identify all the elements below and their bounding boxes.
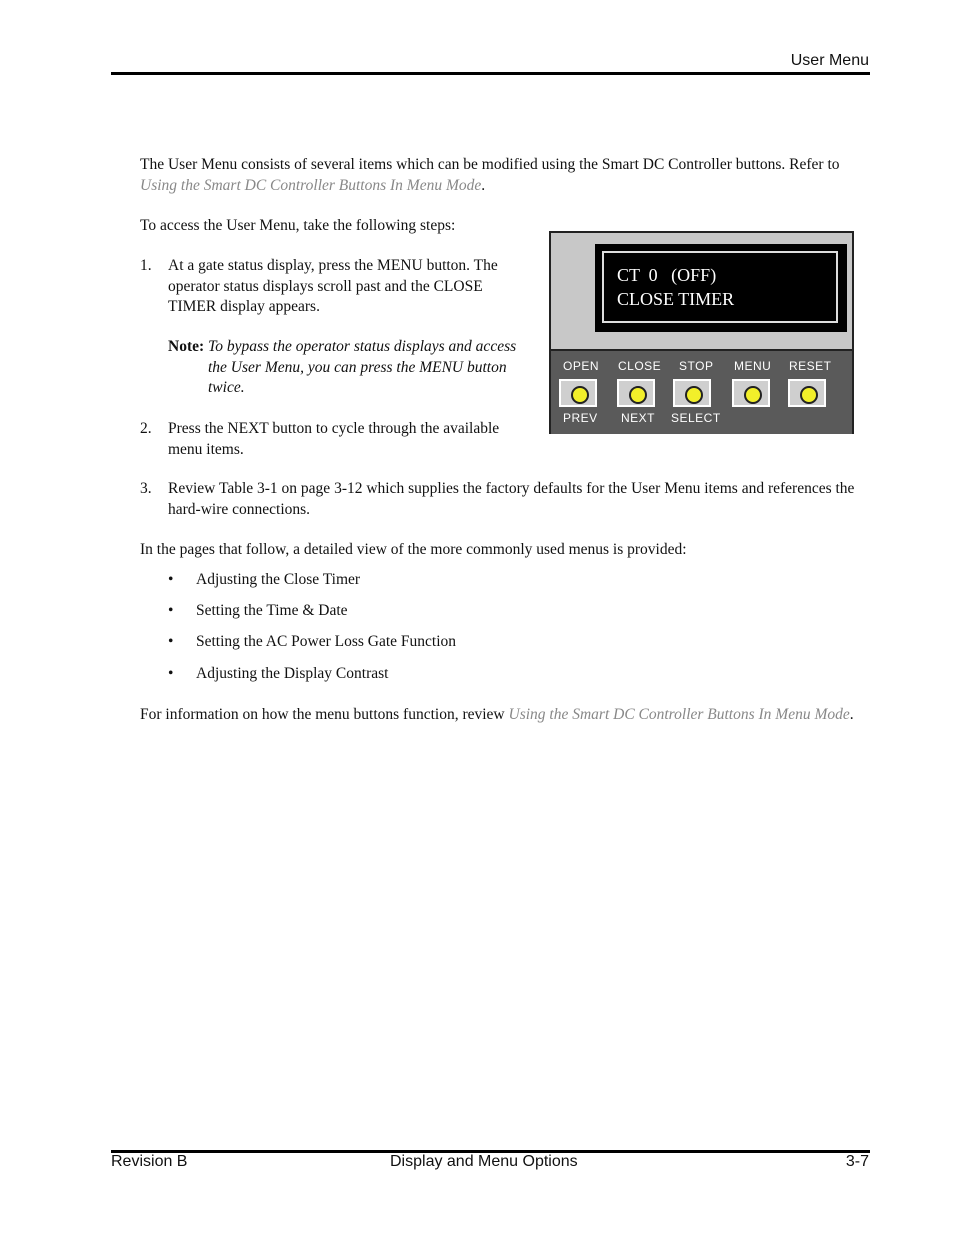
button-panel: [551, 349, 852, 434]
next-label: NEXT: [621, 411, 656, 425]
bullet-item: Adjusting the Close Timer: [196, 571, 361, 588]
open-label: OPEN: [563, 359, 600, 373]
close-button[interactable]: [617, 379, 655, 407]
bullet-item: Setting the AC Power Loss Gate Function: [196, 633, 457, 650]
header-rule: [111, 72, 870, 75]
open-led-icon: [571, 386, 589, 404]
step-number: 1.: [140, 257, 152, 274]
intro-text: The User Menu consists of several items which can be modified using the Smart DC Controller buttons. Refer to: [140, 156, 840, 173]
access-paragraph: To access the User Menu, take the following steps:: [140, 217, 456, 234]
footer-section-title: Display and Menu Options: [390, 1153, 578, 1170]
select-label: SELECT: [671, 411, 721, 425]
prev-label: PREV: [563, 411, 598, 425]
close-led-icon: [629, 386, 647, 404]
footer-page-number: 3-7: [845, 1153, 869, 1170]
bullet-item: Adjusting the Display Contrast: [196, 665, 389, 682]
page-header-title: User Menu: [790, 52, 869, 69]
bullet-marker: •: [168, 571, 174, 588]
lcd-line-1: CT 0 (OFF): [617, 265, 717, 285]
info-text: For information on how the menu buttons function, review: [140, 706, 509, 723]
stop-button[interactable]: [673, 379, 711, 407]
info-paragraph: [140, 705, 860, 726]
step-text: At a gate status display, press the MENU button. The operator status displays scroll past and the CLOSE TIMER display appears.: [168, 257, 498, 315]
bullet-marker: •: [168, 633, 174, 650]
note-label: Note:: [168, 338, 205, 355]
stop-label: STOP: [679, 359, 714, 373]
note-text: To bypass the operator status displays and access the User Menu, you can press the MENU button twice.: [208, 338, 517, 396]
info-end: .: [849, 706, 854, 723]
close-label: CLOSE: [618, 359, 662, 373]
lcd-screen: [602, 251, 838, 323]
reset-led-icon: [800, 386, 818, 404]
bullet-marker: •: [168, 602, 174, 619]
open-button[interactable]: [559, 379, 597, 407]
intro-paragraph: [140, 155, 870, 196]
menu-led-icon: [744, 386, 762, 404]
reset-button[interactable]: [788, 379, 826, 407]
pages-paragraph: In the pages that follow, a detailed view of the more commonly used menus is provided:: [140, 541, 687, 558]
intro-end: .: [481, 176, 486, 194]
footer-revision: Revision B: [111, 1153, 188, 1170]
intro-link[interactable]: Using the Smart DC Controller Buttons In Menu Mode: [140, 176, 482, 194]
controller-figure: [549, 231, 854, 434]
step-text: Review Table 3-1 on page 3-12 which supplies the factory defaults for the User Menu items and references the hard-wire connections.: [168, 480, 855, 518]
step-number: 3.: [140, 480, 152, 497]
step-number: 2.: [140, 420, 152, 437]
bullet-marker: •: [168, 665, 174, 682]
info-link[interactable]: Using the Smart DC Controller Buttons In Menu Mode: [508, 706, 850, 723]
stop-led-icon: [685, 386, 703, 404]
reset-label: RESET: [789, 359, 832, 373]
menu-label: MENU: [734, 359, 772, 373]
bullet-item: Setting the Time & Date: [196, 602, 348, 619]
lcd-line-2: CLOSE TIMER: [617, 289, 735, 309]
lcd-display: [595, 244, 847, 332]
menu-button[interactable]: [732, 379, 770, 407]
step-text: Press the NEXT button to cycle through the available menu items.: [168, 420, 500, 458]
